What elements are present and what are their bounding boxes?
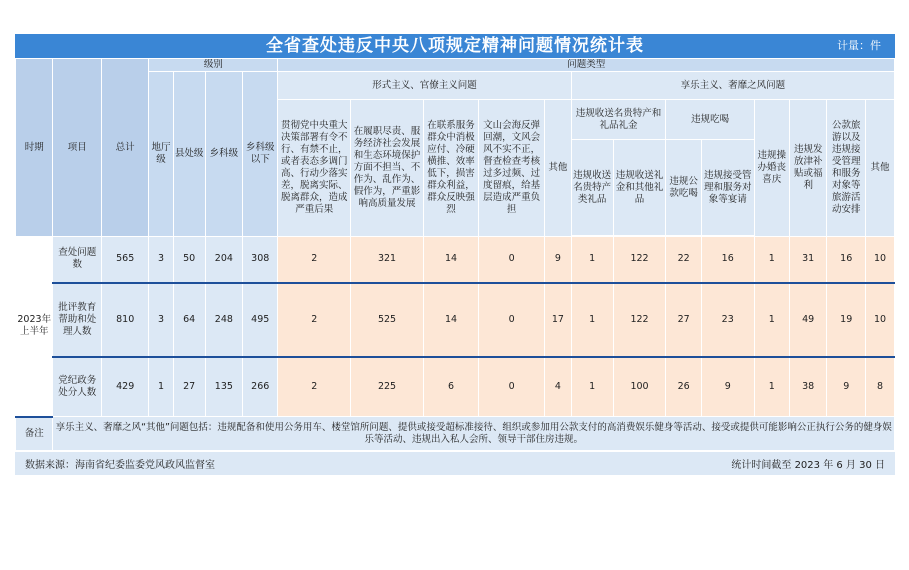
header-dining-group: 违规吃喝 — [666, 100, 754, 140]
cell-cases-h2: 122 — [613, 237, 666, 283]
cell-cases-h8: 10 — [866, 237, 895, 283]
cell-cases-f5: 9 — [545, 237, 571, 283]
cell-disciplined-h7: 9 — [827, 357, 866, 417]
table-title: 全省查处违反中央八项规定精神问题情况统计表 — [266, 36, 644, 56]
cell-handled-h5: 1 — [754, 283, 789, 357]
title-bar — [15, 34, 895, 58]
cell-handled-h2: 122 — [613, 283, 666, 357]
cell-cases-l2: 50 — [173, 237, 205, 283]
cell-handled-h8: 10 — [866, 283, 895, 357]
header-formalism-service: 在联系服务群众中消极应付、冷硬横推、效率低下，损害群众利益，群众反映强烈 — [423, 100, 478, 237]
cell-cases-h7: 16 — [827, 237, 866, 283]
row-label-cases: 查处问题数 — [53, 237, 102, 283]
cell-handled-f2: 525 — [351, 283, 424, 357]
cell-handled-f4: 0 — [479, 283, 545, 357]
cell-disciplined-l2: 27 — [173, 357, 205, 417]
header-level-township: 乡科级 — [205, 72, 242, 237]
cell-cases-f2: 321 — [351, 237, 424, 283]
header-travel: 公款旅游以及违规接受管理和服务对象等旅游活动安排 — [827, 100, 866, 237]
statistics-table — [15, 58, 895, 451]
cell-handled-h4: 23 — [701, 283, 754, 357]
cell-cases-h4: 16 — [701, 237, 754, 283]
header-total: 总计 — [101, 59, 148, 237]
stat-time: 统计时间截至 2023 年 6 月 30 日 — [731, 460, 885, 471]
cell-handled-h3: 27 — [666, 283, 701, 357]
cell-cases-f1: 2 — [278, 237, 351, 283]
cell-cases-h6: 31 — [789, 237, 826, 283]
cell-disciplined-total: 429 — [101, 357, 148, 417]
cell-disciplined-l4: 266 — [243, 357, 278, 417]
header-dining-banquet: 违规接受管理和服务对象等宴请 — [701, 140, 754, 236]
cell-handled-f5: 17 — [545, 283, 571, 357]
header-period: 时期 — [16, 59, 53, 237]
cell-disciplined-h2: 100 — [613, 357, 666, 417]
header-formalism-other: 其他 — [545, 100, 571, 237]
cell-handled-h6: 49 — [789, 283, 826, 357]
cell-cases-h3: 22 — [666, 237, 701, 283]
cell-cases-total: 565 — [101, 237, 148, 283]
header-item: 项目 — [53, 59, 102, 237]
header-hedonism-other: 其他 — [866, 100, 895, 237]
header-dining-public: 违规公款吃喝 — [666, 140, 701, 236]
cell-handled-h7: 19 — [827, 283, 866, 357]
cell-disciplined-h5: 1 — [754, 357, 789, 417]
cell-handled-l1: 3 — [149, 283, 173, 357]
cell-handled-h1: 1 — [571, 283, 613, 357]
cell-disciplined-f2: 225 — [351, 357, 424, 417]
header-gift-cash: 违规收送礼金和其他礼品 — [613, 140, 666, 236]
header-level: 级别 — [149, 59, 278, 72]
note-text: 享乐主义、奢靡之风“其他”问题包括：违规配备和使用公务用车、楼堂馆所问题、提供或接受超标准接待、组织或参加用公款支付的高消费娱乐健身等活动、接受或提供可能影响公正执行公务的健身娱乐等活动、违规出入私人会所、领导干部住房违规。 — [53, 417, 895, 451]
cell-disciplined-h8: 8 — [866, 357, 895, 417]
cell-disciplined-l1: 1 — [149, 357, 173, 417]
header-level-below-township: 乡科级以下 — [243, 72, 278, 237]
cell-handled-l3: 248 — [205, 283, 242, 357]
cell-disciplined-l3: 135 — [205, 357, 242, 417]
header-formalism-duty: 在履职尽责、服务经济社会发展和生态环境保护方面不担当、不作为、乱作为、假作为，严重影响高质量发展 — [351, 100, 424, 237]
cell-handled-l4: 495 — [243, 283, 278, 357]
cell-disciplined-f5: 4 — [545, 357, 571, 417]
unit-label: 计量：件 — [837, 39, 881, 52]
cell-disciplined-h3: 26 — [666, 357, 701, 417]
header-problem-type: 问题类型 — [278, 59, 895, 72]
cell-disciplined-h6: 38 — [789, 357, 826, 417]
cell-disciplined-f4: 0 — [479, 357, 545, 417]
header-weddings: 违规操办婚丧喜庆 — [754, 100, 789, 237]
cell-disciplined-f1: 2 — [278, 357, 351, 417]
header-level-prefecture: 地厅级 — [149, 72, 173, 237]
header-hedonism: 享乐主义、奢靡之风问题 — [571, 72, 894, 100]
cell-cases-l3: 204 — [205, 237, 242, 283]
cell-disciplined-h4: 9 — [701, 357, 754, 417]
cell-disciplined-f3: 6 — [423, 357, 478, 417]
cell-handled-l2: 64 — [173, 283, 205, 357]
cell-handled-total: 810 — [101, 283, 148, 357]
cell-cases-h5: 1 — [754, 237, 789, 283]
row-label-disciplined: 党纪政务处分人数 — [53, 357, 102, 417]
period-cell: 2023年上半年 — [16, 237, 53, 417]
header-gift-group: 违规收送名贵特产和礼品礼金 — [571, 100, 666, 140]
cell-handled-f3: 14 — [423, 283, 478, 357]
header-formalism: 形式主义、官僚主义问题 — [278, 72, 571, 100]
header-formalism-meetings: 文山会海反弹回潮，文风会风不实不正，督查检查考核过多过频、过度留痕，给基层造成严重负担 — [479, 100, 545, 237]
cell-disciplined-h1: 1 — [571, 357, 613, 417]
header-level-county: 县处级 — [173, 72, 205, 237]
data-source: 数据来源：海南省纪委监委党风政风监督室 — [25, 460, 215, 471]
footer — [15, 451, 895, 475]
cell-cases-h1: 1 — [571, 237, 613, 283]
cell-handled-f1: 2 — [278, 283, 351, 357]
cell-cases-f3: 14 — [423, 237, 478, 283]
note-label: 备注 — [16, 417, 53, 451]
header-gift-specialty: 违规收送名贵特产类礼品 — [571, 140, 613, 236]
cell-cases-l1: 3 — [149, 237, 173, 283]
row-label-handled: 批评教育帮助和处理人数 — [53, 283, 102, 357]
cell-cases-f4: 0 — [479, 237, 545, 283]
statistics-table-container — [15, 34, 895, 475]
header-allowances: 违规发放津补贴或福利 — [789, 100, 826, 237]
cell-cases-l4: 308 — [243, 237, 278, 283]
header-formalism-decision: 贯彻党中央重大决策部署有令不行、有禁不止，或者表态多调门高、行动少落实差，脱离实际、脱离群众，造成严重后果 — [278, 100, 351, 237]
